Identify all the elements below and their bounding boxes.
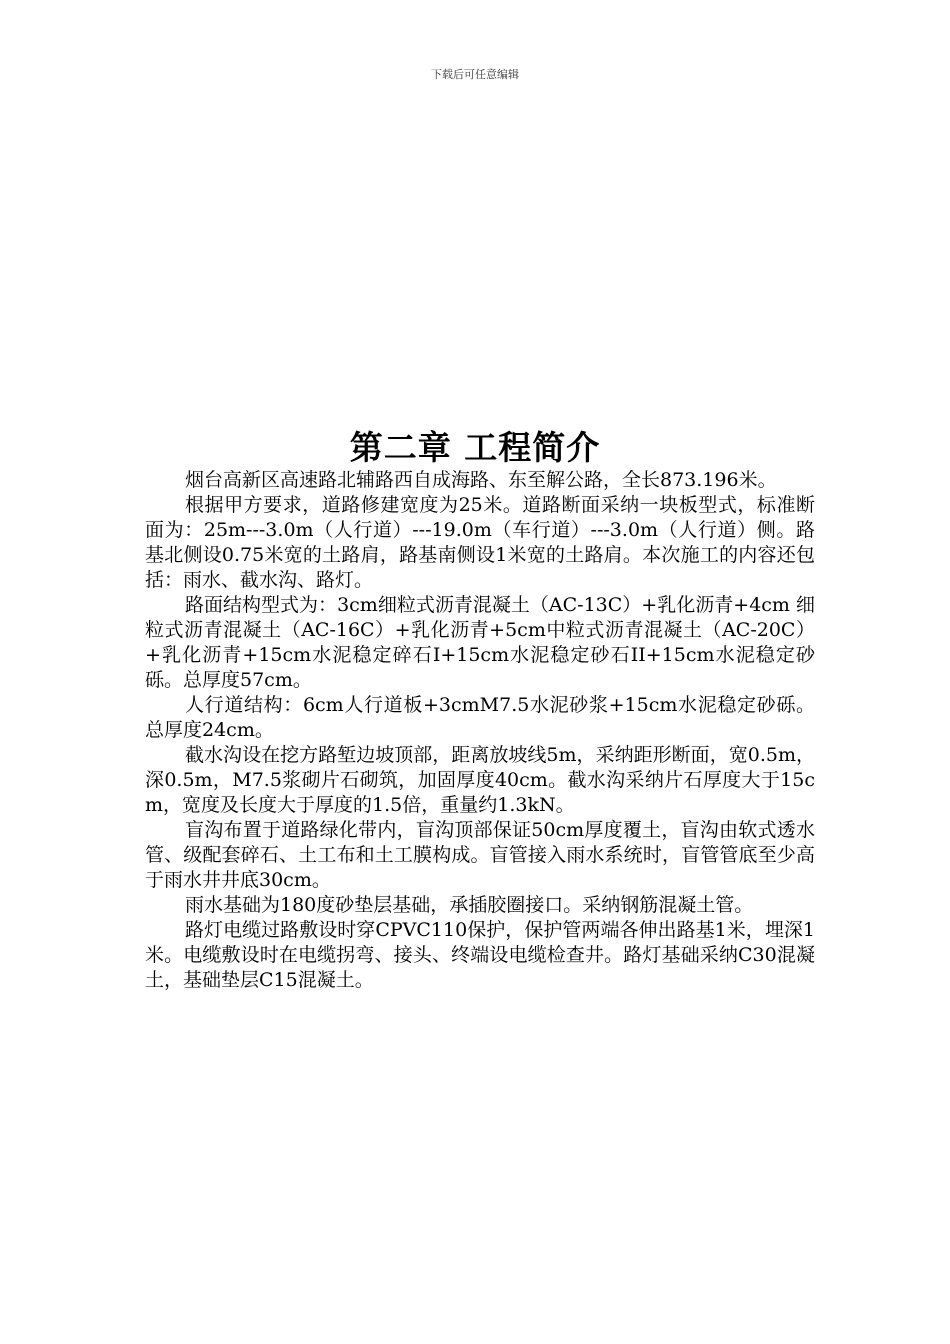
paragraph-project-location: 烟台高新区高速路北辅路西自成海路、东至解公路，全长873.196米。 [185, 469, 777, 491]
paragraph-street-lighting: 路灯电缆过路敷设时穿CPVC110保护，保护管两端各伸出路基1米，埋深1米。电缆敷设时在电缆拐弯、接头、终端设电缆检查井。路灯基础采纳C30混凝土，基础垫层C15混凝土。 [145, 919, 815, 991]
chapter-title: 第二章 工程简介 [349, 428, 601, 467]
paragraph-rainwater-foundation: 雨水基础为180度砂垫层基础，承插胶圈接口。采纳钢筋混凝土管。 [185, 894, 754, 916]
paragraph-pavement-structure: 路面结构型式为：3cm细粒式沥青混凝土（AC-13C）+乳化沥青+4cm 细粒式沥青混凝土（AC-16C）+乳化沥青+5cm中粒式沥青混凝土（AC-20C）+乳化沥青+15cm水泥稳定碎石I+15cm水泥稳定砂石II+15cm水泥稳定砂砾。总厚度57cm。 [145, 594, 815, 691]
paragraph-blind-drain: 盲沟布置于道路绿化带内，盲沟顶部保证50cm厚度覆土，盲沟由软式透水管、级配套碎石、土工布和土工膜构成。盲管接入雨水系统时，盲管管底至少高于雨水井井底30cm。 [145, 819, 815, 891]
header-note: 下载后可任意编辑 [431, 68, 519, 81]
paragraph-road-cross-section: 根据甲方要求，道路修建宽度为25米。道路断面采纳一块板型式，标准断面为：25m---3.0m（人行道）---19.0m（车行道）---3.0m（人行道）侧。路基北侧设0.75米宽的土路肩，路基南侧设1米宽的土路肩。本次施工的内容还包括：雨水、截水沟、路灯。 [145, 494, 815, 591]
body-text [145, 468, 815, 993]
paragraph-intercepting-ditch: 截水沟设在挖方路堑边坡顶部，距离放坡线5m，采纳距形断面，宽0.5m，深0.5m，M7.5浆砌片石砌筑，加固厚度40cm。截水沟采纳片石厚度大于15cm，宽度及长度大于厚度的1.5倍，重量约1.3kN。 [145, 744, 815, 816]
paragraph-sidewalk-structure: 人行道结构：6cm人行道板+3cmM7.5水泥砂浆+15cm水泥稳定砂砾。总厚度24cm。 [145, 694, 815, 741]
